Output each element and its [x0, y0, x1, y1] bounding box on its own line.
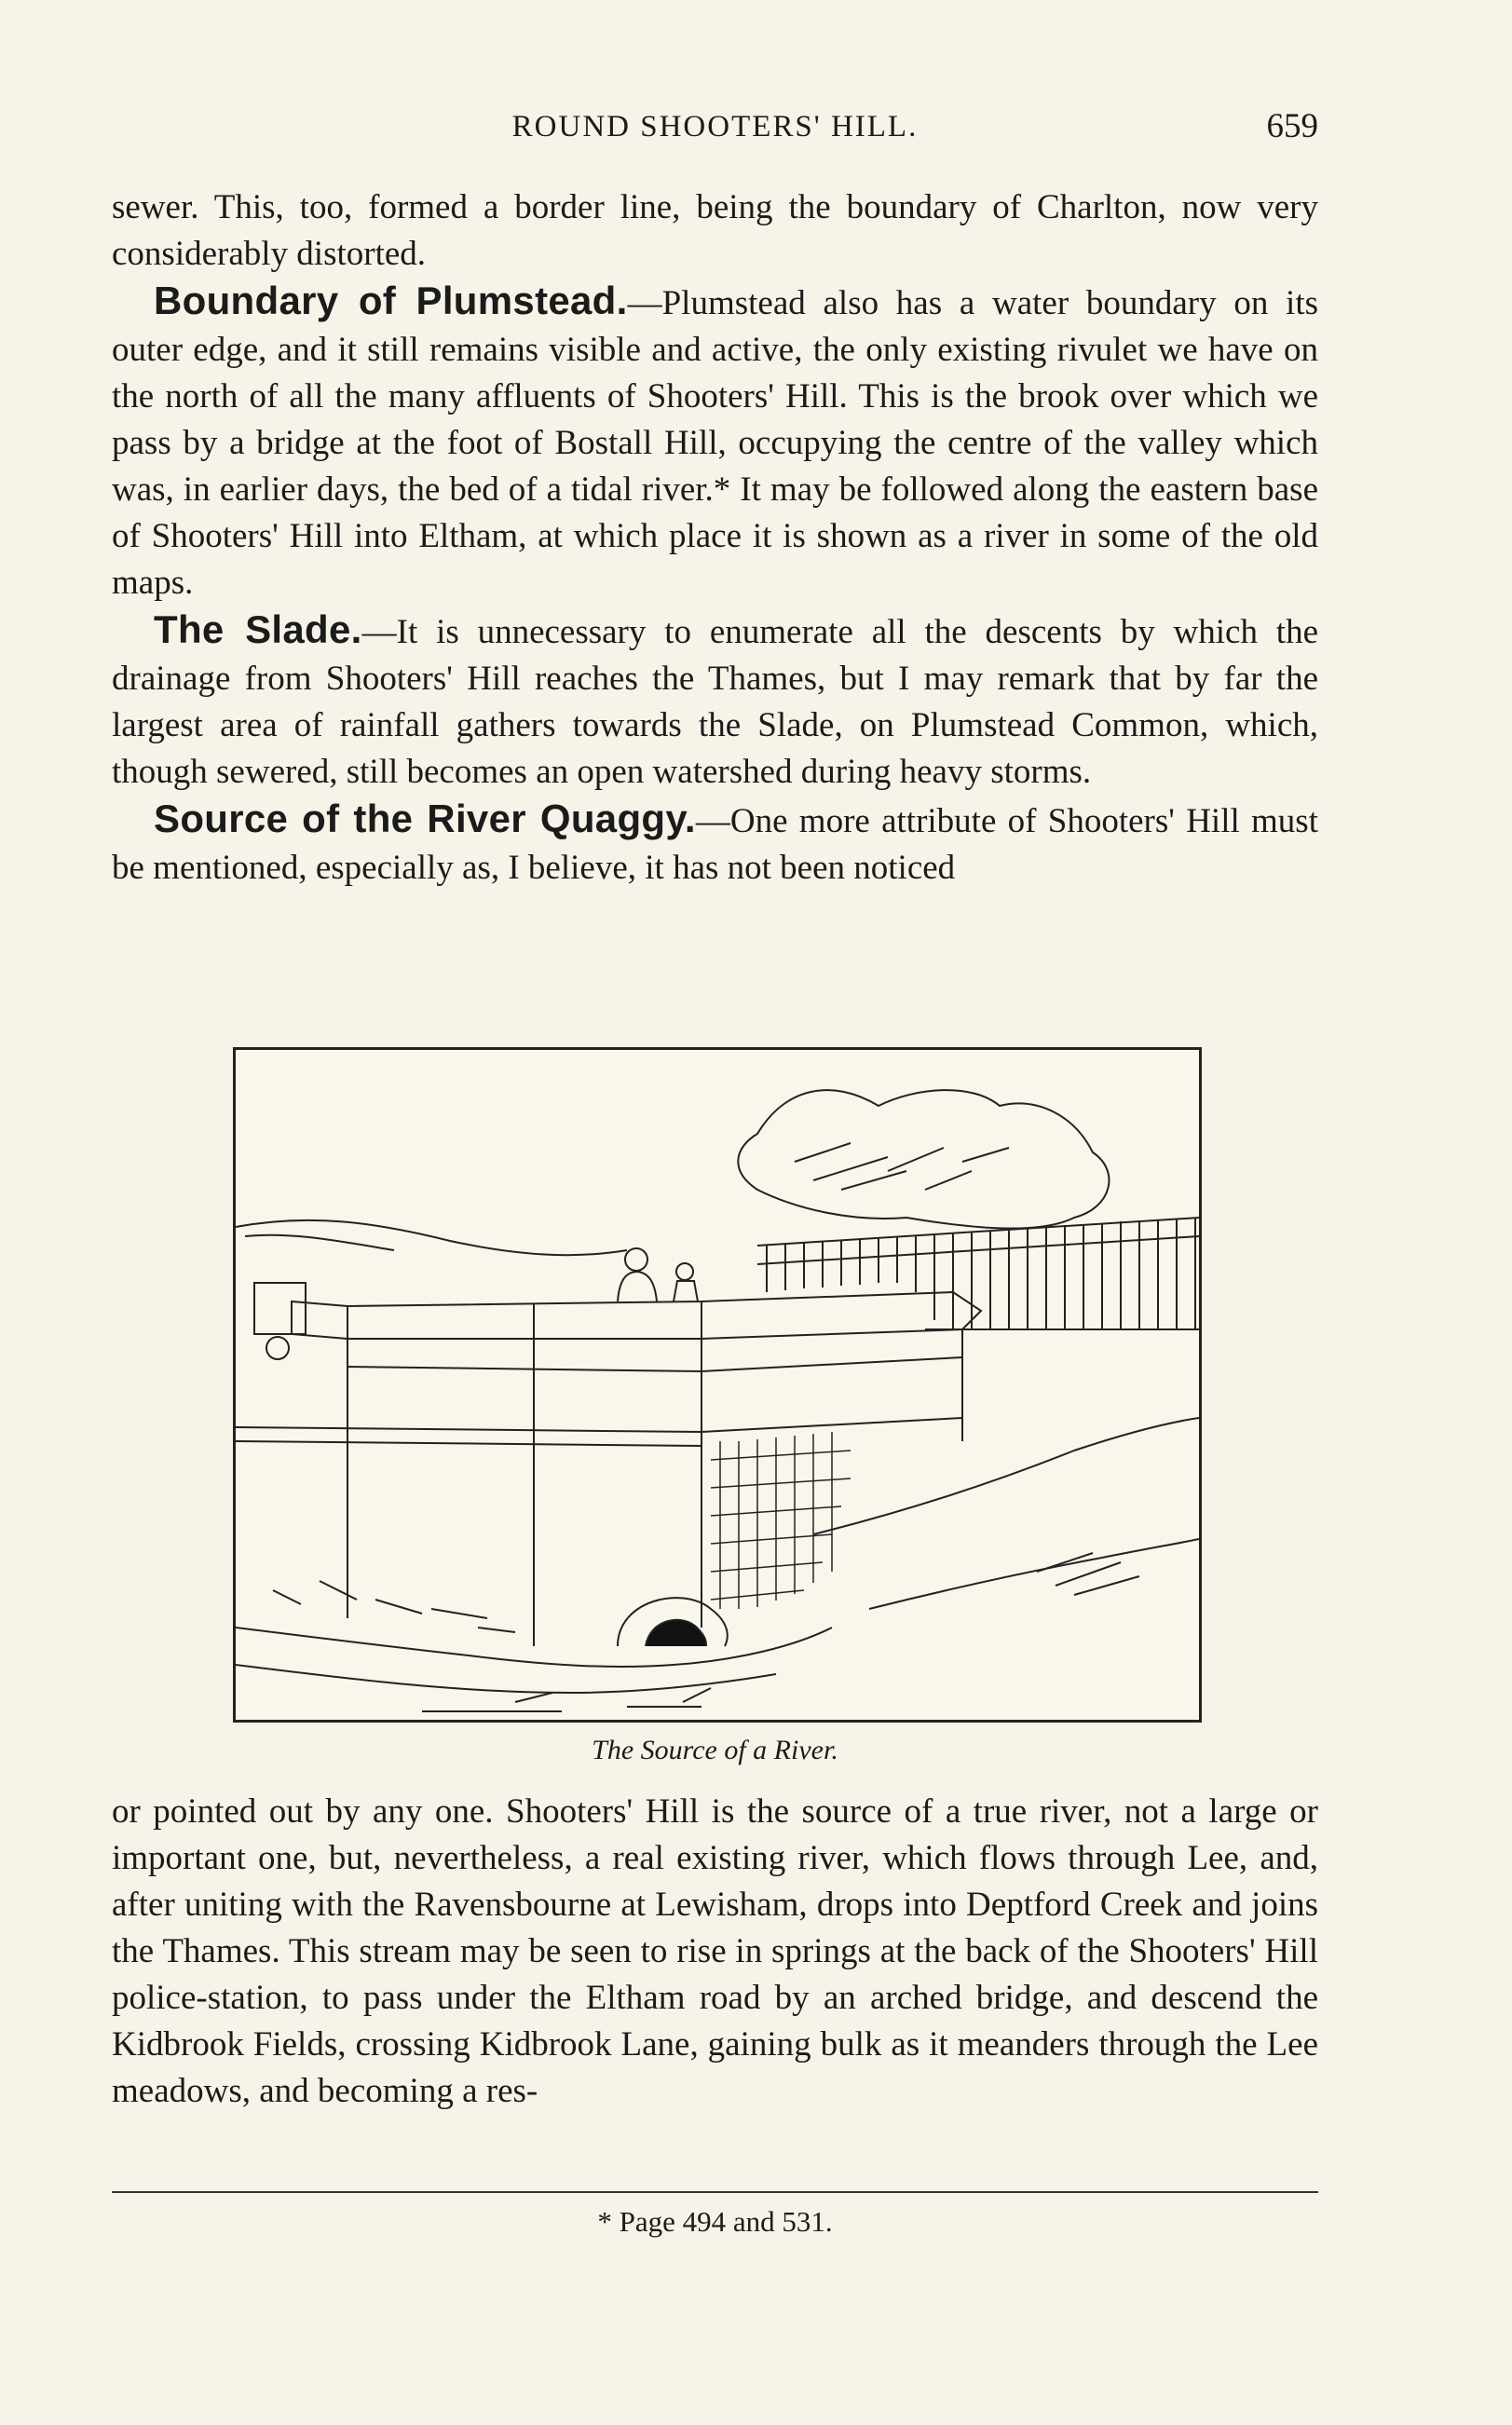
section-heading-plumstead: Boundary of Plumstead.	[154, 279, 628, 322]
paragraph-body: —One more attribute of Shooters' Hill must be mentioned, especially as, I believe, it has not been noticed	[112, 802, 1318, 887]
page-header	[112, 104, 1318, 151]
bridge-drawing	[236, 1050, 1199, 1720]
paragraph-sewer: sewer. This, too, formed a border line, being the boundary of Charlton, now very considerably distorted.	[112, 188, 1318, 273]
body-text-top	[112, 184, 1318, 892]
illustration-bridge	[233, 1047, 1202, 1723]
paragraph-body: —Plumstead also has a water boundary on its outer edge, and it still remains visible and active, the only existing rivulet we have on the north of all the many affluents of Shooters' Hill. This is the brook over which we pass by a bridge at the foot of Bostall Hill, occupying the centre of the valley which was, in earlier days, the bed of a tidal river.* It may be followed along the eastern base of Shooters' Hill into Eltham, at which place it is shown as a river in some of the old maps.	[112, 284, 1319, 602]
footnote: * Page 494 and 531.	[597, 2205, 833, 2238]
figure-caption: The Source of a River.	[592, 1735, 838, 1765]
paragraph-river-quaggy	[112, 796, 1318, 892]
section-heading-quaggy: Source of the River Quaggy.	[154, 797, 696, 840]
section-heading-slade: The Slade.	[154, 607, 362, 651]
paragraph-boundary-of-plumstead	[112, 278, 1318, 606]
paragraph-river-source: or pointed out by any one. Shooters' Hill is the source of a true river, not a large or important one, but, nevertheless, a real existing river, which flows through Lee, and, after uniting with the Ravensbourne at Lewisham, drops into Deptford Creek and joins the Thames. This stream may be seen to rise in springs at the back of the Shooters' Hill police-station, to pass under the Eltham road by an arched bridge, and descend the Kidbrook Fields, crossing Kidbrook Lane, gaining bulk as it meanders through the Lee meadows, and becoming a res-	[112, 1792, 1318, 2110]
page-number: 659	[1266, 107, 1318, 145]
running-head: ROUND SHOOTERS' HILL.	[511, 110, 919, 143]
paragraph-the-slade	[112, 606, 1318, 796]
body-text-bottom	[112, 1789, 1318, 2115]
footnote-rule	[112, 2191, 1318, 2193]
paragraph-body: —It is unnecessary to enumerate all the descents by which the drainage from Shooters' Hill reaches the Thames, but I may remark that by far the largest area of rainfall gathers towards the Slade, on Plumstead Common, which, though sewered, still becomes an open watershed during heavy storms.	[112, 613, 1318, 791]
